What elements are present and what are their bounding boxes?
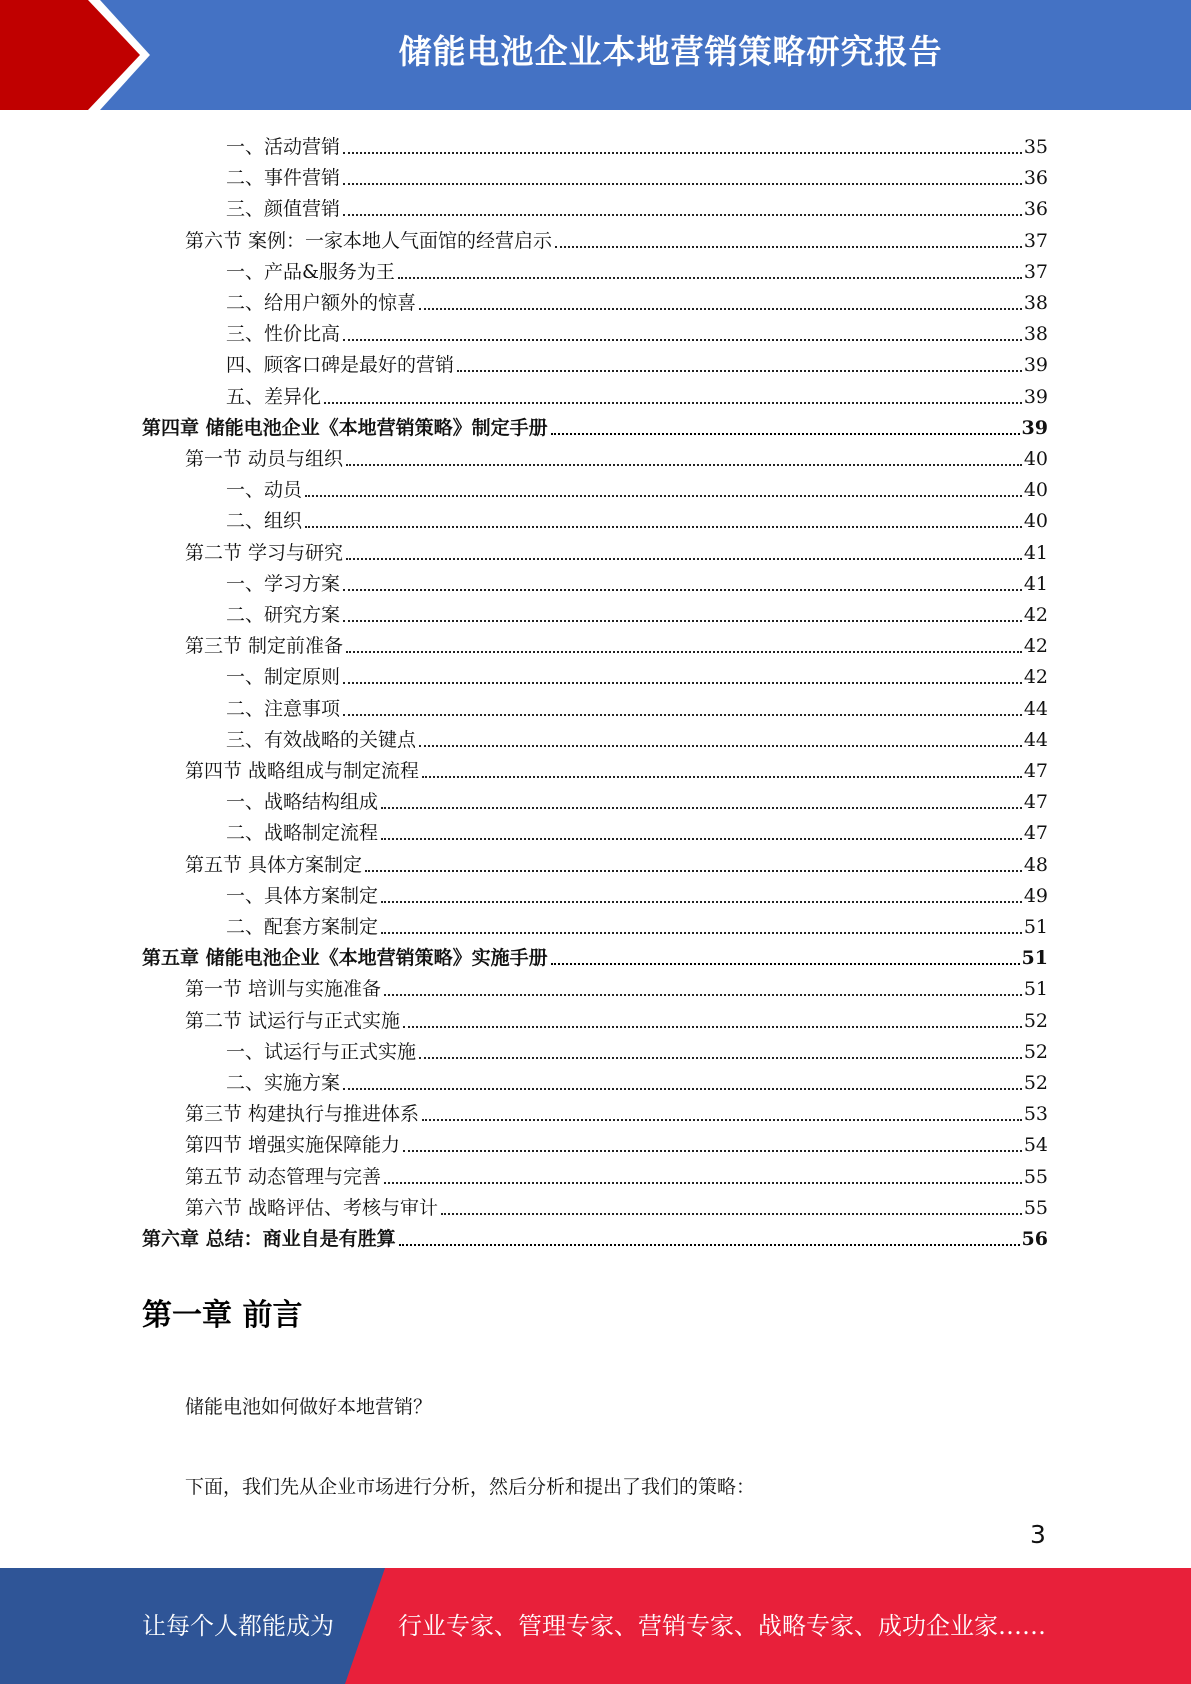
toc-entry-title: 第四章 储能电池企业《本地营销策略》制定手册 — [142, 416, 548, 439]
toc-dot-leader — [324, 402, 1022, 404]
toc-subsection-entry[interactable] — [226, 565, 1048, 596]
toc-entry-page: 44 — [1023, 697, 1048, 720]
toc-section-entry[interactable] — [185, 752, 1048, 783]
toc-entry-title: 一、活动营销 — [226, 136, 341, 158]
toc-entry-page: 49 — [1023, 884, 1048, 907]
toc-entry-title: 一、制定原则 — [226, 666, 341, 689]
toc-entry-page: 36 — [1023, 198, 1048, 221]
toc-dot-leader — [343, 589, 1022, 591]
toc-dot-leader — [305, 526, 1022, 528]
toc-entry-title: 一、产品&服务为王 — [226, 260, 395, 283]
page-footer — [0, 1568, 1191, 1684]
toc-entry-title: 三、有效战略的关键点 — [226, 728, 417, 751]
toc-entry-title: 第六节 案例：一家本地人气面馆的经营启示 — [185, 229, 553, 252]
toc-section-entry[interactable] — [185, 1095, 1048, 1126]
paragraph: 下面，我们先从企业市场进行分析，然后分析和提出了我们的策略： — [185, 1476, 756, 1498]
toc-dot-leader — [343, 1088, 1022, 1090]
toc-dot-leader — [551, 433, 1020, 435]
toc-entry-page: 56 — [1021, 1228, 1048, 1250]
toc-entry-title: 一、战略结构组成 — [226, 791, 379, 814]
toc-dot-leader — [419, 1057, 1022, 1059]
toc-entry-page: 42 — [1023, 666, 1048, 689]
toc-subsection-entry[interactable] — [226, 877, 1048, 908]
toc-subsection-entry[interactable] — [226, 346, 1048, 377]
toc-entry-page: 41 — [1023, 572, 1048, 595]
toc-dot-leader — [343, 152, 1022, 154]
toc-entry-title: 第一节 动员与组织 — [185, 448, 344, 470]
toc-subsection-entry[interactable] — [226, 658, 1048, 689]
toc-entry-page: 47 — [1023, 760, 1048, 782]
toc-entry-page: 55 — [1023, 1165, 1048, 1188]
toc-dot-leader — [422, 776, 1022, 778]
toc-subsection-entry[interactable] — [226, 1033, 1048, 1064]
toc-subsection-entry[interactable] — [226, 908, 1048, 939]
toc-dot-leader — [346, 464, 1022, 466]
toc-dot-leader — [384, 994, 1022, 996]
toc-entry-title: 一、具体方案制定 — [226, 884, 379, 907]
toc-subsection-entry[interactable] — [226, 378, 1048, 409]
toc-section-entry[interactable] — [185, 1189, 1048, 1220]
toc-section-entry[interactable] — [185, 1126, 1048, 1157]
toc-entry-page: 51 — [1021, 947, 1048, 970]
report-title: 储能电池企业本地营销策略研究报告 — [398, 32, 943, 71]
toc-subsection-entry[interactable] — [226, 128, 1048, 159]
footer-slogan-left: 让每个人都能成为 — [142, 1612, 334, 1640]
toc-entry-page: 47 — [1023, 822, 1048, 845]
toc-dot-leader — [381, 838, 1022, 840]
toc-dot-leader — [384, 1182, 1022, 1184]
toc-section-entry[interactable] — [185, 222, 1048, 253]
toc-entry-title: 二、实施方案 — [226, 1072, 341, 1094]
toc-entry-title: 三、颜值营销 — [226, 198, 341, 221]
toc-entry-page: 44 — [1023, 728, 1048, 751]
toc-entry-title: 第五章 储能电池企业《本地营销策略》实施手册 — [142, 947, 548, 970]
toc-entry-title: 第二节 试运行与正式实施 — [185, 1009, 401, 1032]
toc-entry-page: 39 — [1023, 354, 1048, 377]
toc-entry-page: 39 — [1023, 385, 1048, 408]
toc-entry-page: 51 — [1023, 916, 1048, 938]
toc-entry-title: 二、配套方案制定 — [226, 916, 379, 938]
toc-entry-title: 五、差异化 — [226, 385, 322, 408]
toc-dot-leader — [457, 370, 1022, 372]
toc-entry-title: 二、事件营销 — [226, 167, 341, 190]
toc-entry-title: 一、动员 — [226, 479, 303, 502]
toc-entry-page: 39 — [1021, 416, 1048, 439]
toc-entry-page: 38 — [1023, 323, 1048, 346]
toc-subsection-entry[interactable] — [226, 159, 1048, 190]
toc-entry-title: 一、试运行与正式实施 — [226, 1040, 417, 1063]
toc-entry-page: 37 — [1023, 260, 1048, 283]
toc-dot-leader — [381, 807, 1022, 809]
toc-entry-page: 40 — [1023, 479, 1048, 502]
toc-section-entry[interactable] — [185, 846, 1048, 877]
toc-dot-leader — [343, 339, 1022, 341]
toc-dot-leader — [346, 651, 1022, 653]
toc-dot-leader — [381, 932, 1022, 934]
toc-entry-page: 53 — [1023, 1103, 1048, 1126]
toc-dot-leader — [343, 714, 1022, 716]
toc-entry-title: 二、注意事项 — [226, 697, 341, 720]
toc-entry-page: 55 — [1023, 1196, 1048, 1219]
toc-subsection-entry[interactable] — [226, 315, 1048, 346]
toc-entry-title: 第一节 培训与实施准备 — [185, 978, 382, 1001]
toc-subsection-entry[interactable] — [226, 253, 1048, 284]
page-header — [0, 0, 1191, 110]
toc-section-entry[interactable] — [185, 627, 1048, 658]
toc-entry-page: 35 — [1023, 136, 1048, 158]
footer-slogan-right: 行业专家、管理专家、营销专家、战略专家、成功企业家…… — [398, 1612, 1046, 1640]
toc-section-entry[interactable] — [185, 970, 1048, 1001]
toc-dot-leader — [419, 745, 1022, 747]
toc-entry-title: 四、顾客口碑是最好的营销 — [226, 354, 455, 377]
toc-dot-leader — [343, 620, 1022, 622]
toc-dot-leader — [555, 246, 1022, 248]
toc-entry-title: 二、给用户额外的惊喜 — [226, 292, 417, 314]
toc-entry-page: 47 — [1023, 791, 1048, 814]
toc-entry-title: 第三节 构建执行与推进体系 — [185, 1103, 420, 1126]
toc-subsection-entry[interactable] — [226, 190, 1048, 221]
toc-entry-page: 40 — [1023, 510, 1048, 533]
toc-dot-leader — [343, 214, 1022, 216]
toc-dot-leader — [441, 1213, 1022, 1215]
toc-section-entry[interactable] — [185, 534, 1048, 565]
toc-dot-leader — [343, 682, 1022, 684]
toc-entry-title: 二、研究方案 — [226, 604, 341, 626]
toc-entry-page: 41 — [1023, 541, 1048, 564]
toc-section-entry[interactable] — [185, 1158, 1048, 1189]
toc-subsection-entry[interactable] — [226, 1064, 1048, 1095]
toc-entry-page: 36 — [1023, 167, 1048, 190]
toc-entry-title: 第五节 动态管理与完善 — [185, 1165, 382, 1188]
toc-chapter-entry[interactable] — [142, 1220, 1048, 1251]
toc-entry-page: 38 — [1023, 292, 1048, 314]
toc-dot-leader — [381, 901, 1022, 903]
toc-entry-page: 52 — [1023, 1072, 1048, 1094]
toc-section-entry[interactable] — [185, 440, 1048, 471]
toc-dot-leader — [403, 1150, 1022, 1152]
toc-dot-leader — [398, 277, 1022, 279]
toc-entry-title: 第三节 制定前准备 — [185, 635, 344, 658]
toc-subsection-entry[interactable] — [226, 502, 1048, 533]
toc-entry-title: 第六节 战略评估、考核与审计 — [185, 1196, 439, 1219]
toc-entry-page: 42 — [1023, 604, 1048, 626]
toc-dot-leader — [422, 1119, 1022, 1121]
toc-dot-leader — [343, 183, 1022, 185]
page-number: 3 — [1030, 1520, 1046, 1549]
toc-section-entry[interactable] — [185, 1002, 1048, 1033]
toc-entry-title: 二、组织 — [226, 510, 303, 533]
toc-dot-leader — [399, 1244, 1020, 1246]
toc-entry-page: 37 — [1023, 229, 1048, 252]
toc-entry-page: 54 — [1023, 1134, 1048, 1157]
toc-entry-title: 三、性价比高 — [226, 323, 341, 346]
toc-entry-title: 第六章 总结：商业自是有胜算 — [142, 1228, 396, 1250]
toc-chapter-entry[interactable] — [142, 939, 1048, 970]
toc-entry-page: 48 — [1023, 853, 1048, 876]
toc-dot-leader — [419, 308, 1022, 310]
toc-subsection-entry[interactable] — [226, 783, 1048, 814]
toc-entry-page: 42 — [1023, 635, 1048, 658]
toc-entry-page: 52 — [1023, 1009, 1048, 1032]
paragraph: 储能电池如何做好本地营销？ — [185, 1396, 433, 1418]
toc-entry-title: 第二节 学习与研究 — [185, 541, 344, 564]
toc-subsection-entry[interactable] — [226, 814, 1048, 845]
toc-dot-leader — [403, 1026, 1022, 1028]
toc-entry-title: 第四节 战略组成与制定流程 — [185, 760, 420, 782]
toc-chapter-entry[interactable] — [142, 409, 1048, 440]
toc-dot-leader — [551, 963, 1020, 965]
toc-subsection-entry[interactable] — [226, 284, 1048, 315]
toc-subsection-entry[interactable] — [226, 471, 1048, 502]
toc-entry-page: 52 — [1023, 1040, 1048, 1063]
toc-entry-page: 51 — [1023, 978, 1048, 1001]
toc-entry-title: 第五节 具体方案制定 — [185, 853, 363, 876]
toc-dot-leader — [305, 495, 1022, 497]
toc-dot-leader — [365, 870, 1022, 872]
toc-entry-page: 40 — [1023, 448, 1048, 470]
toc-dot-leader — [346, 558, 1022, 560]
toc-subsection-entry[interactable] — [226, 721, 1048, 752]
toc-entry-title: 二、战略制定流程 — [226, 822, 379, 845]
toc-subsection-entry[interactable] — [226, 690, 1048, 721]
chapter-title: 第一章 前言 — [142, 1298, 303, 1333]
toc-entry-title: 第四节 增强实施保障能力 — [185, 1134, 401, 1157]
toc-subsection-entry[interactable] — [226, 596, 1048, 627]
toc-entry-title: 一、学习方案 — [226, 572, 341, 595]
